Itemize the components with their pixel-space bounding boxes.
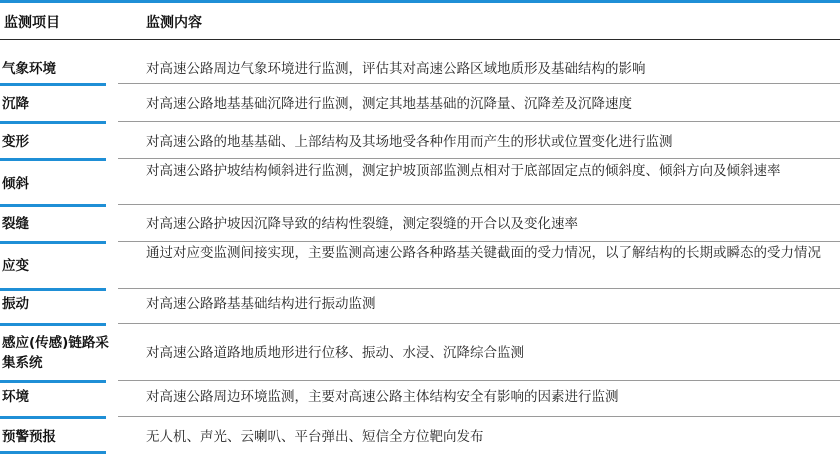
item-name: 变形	[2, 134, 29, 150]
item-name: 振动	[2, 296, 29, 312]
item-description: 无人机、声光、云喇叭、平台弹出、短信全方位靶向发布	[146, 429, 484, 445]
row-separator	[118, 121, 840, 122]
item-description: 对高速公路道路地质地形进行位移、振动、水浸、沉降综合监测	[146, 345, 524, 361]
header-item: 监测项目	[4, 15, 60, 31]
item-description: 对高速公路地基基础沉降进行监测，测定其地基基础的沉降量、沉降差及沉降速度	[146, 96, 632, 112]
item-description: 对高速公路护坡因沉降导致的结构性裂缝，测定裂缝的开合以及变化速率	[146, 216, 578, 232]
table-row-8	[0, 381, 840, 417]
item-description: 对高速公路路基基础结构进行振动监测	[146, 296, 376, 312]
row-separator	[118, 204, 840, 205]
table-row-1	[0, 86, 840, 122]
item-name: 倾斜	[2, 176, 29, 192]
table-row-3	[0, 160, 840, 205]
row-separator	[118, 158, 840, 159]
top-accent-bar	[0, 0, 840, 3]
item-name: 感应(传感)链路采集系统	[2, 335, 109, 371]
item-name: 预警预报	[2, 429, 56, 445]
table-row-7	[0, 324, 840, 381]
table-row-0	[0, 40, 840, 85]
header-content: 监测内容	[146, 15, 202, 31]
item-description: 通过对应变监测间接实现，主要监测高速公路各种路基关键截面的受力情况，以了解结构的长期或瞬态的受力情况	[146, 245, 821, 261]
item-description: 对高速公路周边环境监测，主要对高速公路主体结构安全有影响的因素进行监测	[146, 389, 619, 405]
item-name: 气象环境	[2, 61, 56, 77]
item-name: 裂缝	[2, 216, 29, 232]
item-description: 对高速公路护坡结构倾斜进行监测，测定护坡顶部监测点相对于底部固定点的倾斜度、倾斜方向及倾斜速率	[146, 163, 781, 179]
table-row-6	[0, 289, 840, 325]
item-description: 对高速公路周边气象环境进行监测，评估其对高速公路区域地质形及基础结构的影响	[146, 61, 646, 77]
row-separator	[118, 83, 840, 84]
table-row-4	[0, 206, 840, 242]
table-row-9	[0, 417, 840, 454]
item-name: 应变	[2, 258, 29, 274]
table-row-2	[0, 123, 840, 159]
table-row-5	[0, 243, 840, 288]
row-separator	[118, 241, 840, 242]
item-description: 对高速公路的地基基础、上部结构及其场地受各种作用而产生的形状或位置变化进行监测	[146, 134, 673, 150]
item-name: 环境	[2, 389, 29, 405]
item-name: 沉降	[2, 96, 29, 112]
